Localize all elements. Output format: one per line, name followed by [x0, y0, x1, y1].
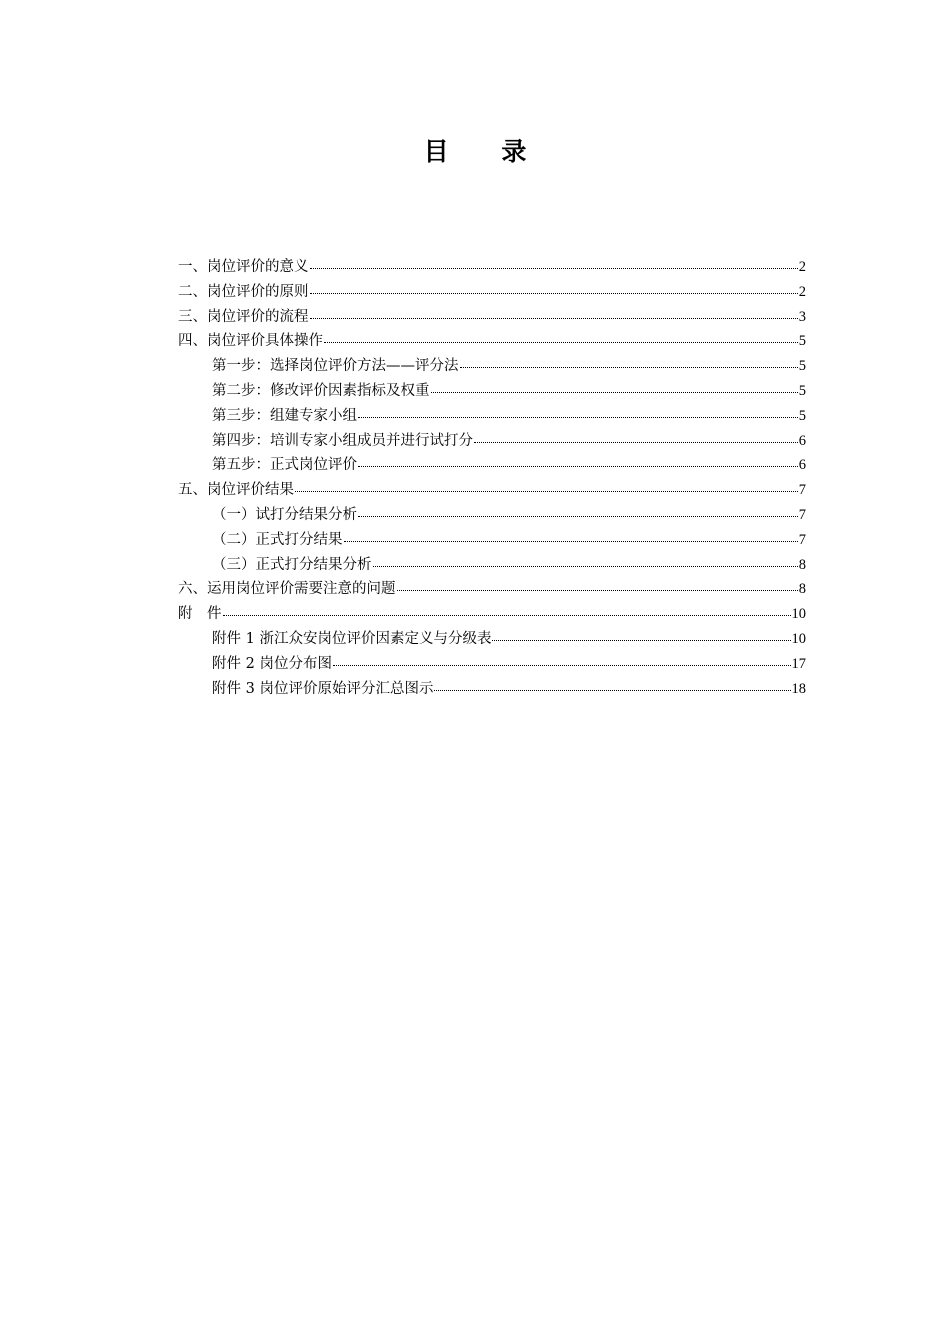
dot-leader	[373, 555, 798, 569]
toc-entry-label: （二）正式打分结果	[212, 531, 343, 548]
toc-page-number: 18	[791, 680, 806, 697]
toc-page-number: 7	[798, 531, 806, 548]
dot-leader	[431, 381, 798, 395]
toc-entry[interactable]	[178, 602, 806, 627]
toc-subentry[interactable]	[178, 553, 806, 578]
toc-subentry[interactable]	[178, 379, 806, 404]
toc-subentry[interactable]	[178, 528, 806, 553]
toc-page-number: 17	[791, 655, 806, 672]
dot-leader	[295, 480, 798, 494]
toc-entry-label: 第五步：正式岗位评价	[212, 457, 357, 474]
dot-leader	[358, 505, 798, 519]
toc-page-number: 5	[798, 407, 806, 424]
toc-entry-label: 附 件	[178, 606, 222, 623]
page-title: 目 录	[423, 137, 549, 166]
dot-leader	[333, 654, 791, 668]
toc-page-number: 3	[798, 308, 806, 325]
toc-entry-label: 第三步：组建专家小组	[212, 407, 357, 424]
toc-entry[interactable]	[178, 305, 806, 330]
toc-page-number: 5	[798, 358, 806, 375]
toc-subentry[interactable]	[178, 677, 806, 702]
toc-entry-label: 附件 2 岗位分布图	[212, 655, 332, 672]
toc-page-number: 5	[798, 382, 806, 399]
toc-entry-label: （三）正式打分结果分析	[212, 556, 372, 573]
toc-entry-label: 附件 3 岗位评价原始评分汇总图示	[212, 680, 434, 697]
toc-page-number: 2	[798, 259, 806, 275]
toc-entry-label: 三、岗位评价的流程	[178, 308, 309, 325]
toc-page-number: 5	[798, 333, 806, 350]
toc-subentry[interactable]	[178, 453, 806, 478]
toc-entry-label: （一）试打分结果分析	[212, 506, 357, 523]
toc-subentry[interactable]	[178, 652, 806, 677]
toc-entry-label: 第四步：培训专家小组成员并进行试打分	[212, 432, 473, 449]
dot-leader	[358, 455, 798, 469]
toc-subentry[interactable]	[178, 627, 806, 652]
dot-leader	[310, 257, 798, 271]
toc-entry-label: 二、岗位评价的原则	[178, 283, 309, 300]
toc-entry[interactable]	[178, 577, 806, 602]
toc-page-number: 7	[798, 506, 806, 523]
toc-entry[interactable]	[178, 478, 806, 503]
toc-page-number: 6	[798, 432, 806, 449]
dot-leader	[434, 679, 790, 693]
toc-entry-label: 附件 1 浙江众安岗位评价因素定义与分级表	[212, 630, 492, 647]
toc-entry[interactable]	[178, 280, 806, 305]
dot-leader	[397, 579, 798, 593]
toc-entry[interactable]	[178, 255, 806, 280]
toc-page-number: 8	[798, 556, 806, 573]
dot-leader	[324, 331, 798, 345]
toc-entry-label: 四、岗位评价具体操作	[178, 333, 323, 350]
dot-leader	[310, 307, 798, 321]
toc-page-number: 10	[791, 606, 806, 623]
toc-entry-label: 第二步：修改评价因素指标及权重	[212, 382, 430, 399]
toc-subentry[interactable]	[178, 503, 806, 528]
toc-subentry[interactable]	[178, 404, 806, 429]
toc-entry-label: 六、运用岗位评价需要注意的问题	[178, 581, 396, 598]
toc-entry-label: 一、岗位评价的意义	[178, 259, 309, 275]
dot-leader	[358, 406, 798, 420]
dot-leader	[474, 431, 798, 445]
toc-subentry[interactable]	[178, 429, 806, 454]
toc-page-number: 10	[791, 630, 806, 647]
dot-leader	[492, 629, 790, 643]
dot-leader	[310, 282, 798, 296]
toc-page-number: 2	[798, 283, 806, 300]
toc-subentry[interactable]	[178, 354, 806, 379]
table-of-contents	[178, 255, 806, 701]
dot-leader	[223, 604, 791, 618]
dot-leader	[460, 356, 798, 370]
toc-page-number: 8	[798, 581, 806, 598]
dot-leader	[344, 530, 798, 544]
toc-page-number: 7	[798, 482, 806, 499]
toc-page-number: 6	[798, 457, 806, 474]
toc-entry-label: 第一步：选择岗位评价方法——评分法	[212, 358, 459, 375]
toc-entry[interactable]	[178, 329, 806, 354]
toc-entry-label: 五、岗位评价结果	[178, 482, 294, 499]
